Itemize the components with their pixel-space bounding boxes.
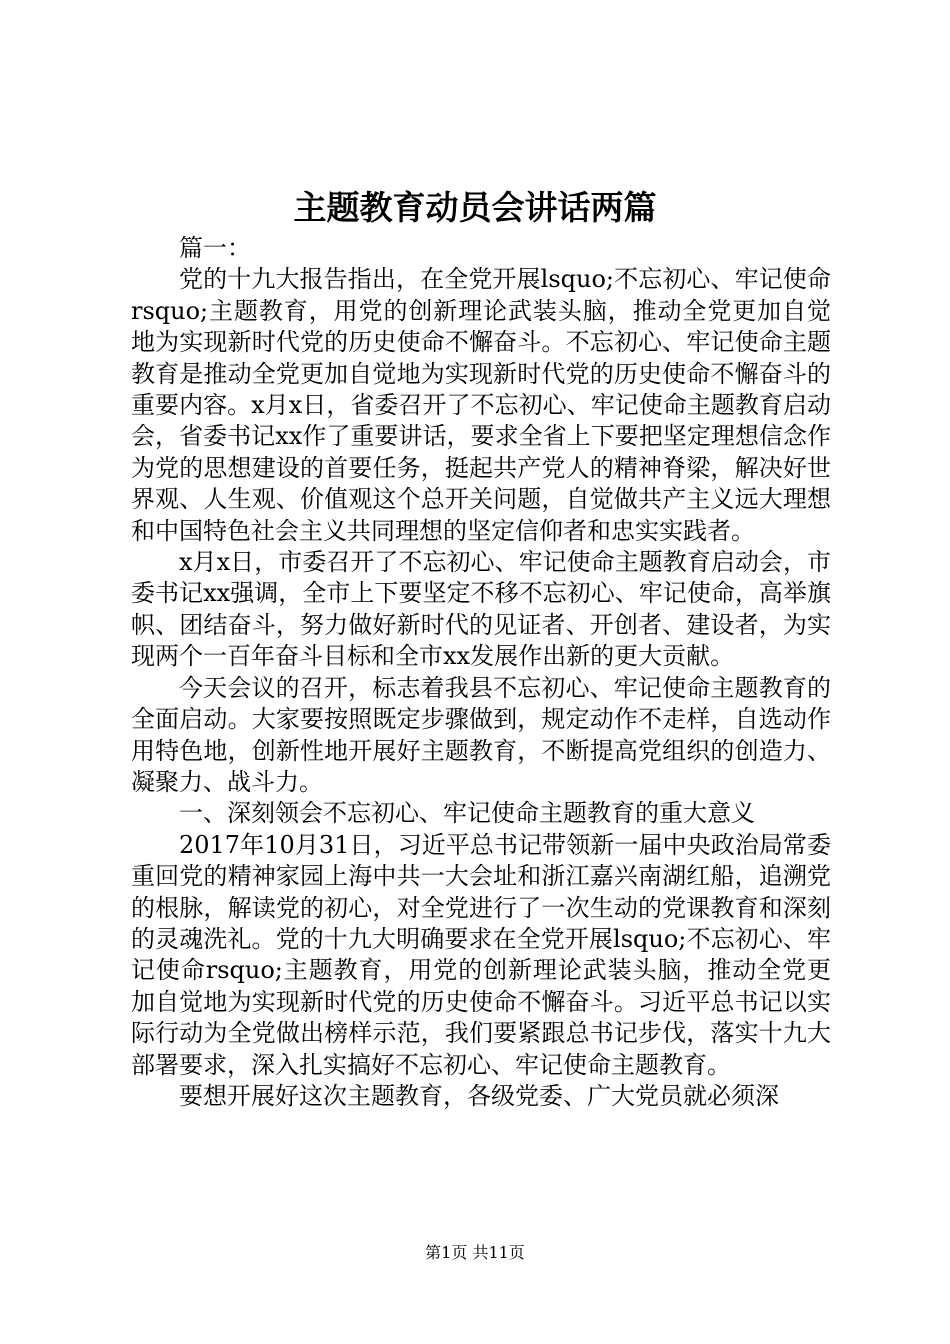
body-paragraph: x月x日，市委召开了不忘初心、牢记使命主题教育启动会，市委书记xx强调，全市上下要坚定不移不忘初心、牢记使命，高举旗帜、团结奋斗，努力做好新时代的见证者、开创者、建设者，为实现两个一百年奋斗目标和全市xx发展作出新的更大贡献。 <box>131 548 831 671</box>
body-paragraph: 党的十九大报告指出，在全党开展lsquo;不忘初心、牢记使命rsquo;主题教育，用党的创新理论武装头脑，推动全党更加自觉地为实现新时代党的历史使命不懈奋斗。不忘初心、牢记使命主题教育是推动全党更加自觉地为实现新时代党的历史使命不懈奋斗的重要内容。x月x日，省委召开了不忘初心、牢记使命主题教育启动会，省委书记xx作了重要讲话，要求全省上下要把坚定理想信念作为党的思想建设的首要任务，挺起共产党人的精神脊梁，解决好世界观、人生观、价值观这个总开关问题，自觉做共产主义远大理想和中国特色社会主义共同理想的坚定信仰者和忠实实践者。 <box>131 265 831 545</box>
section-heading: 一、深刻领会不忘初心、牢记使命主题教育的重大意义 <box>179 799 755 828</box>
body-paragraph: 今天会议的召开，标志着我县不忘初心、牢记使命主题教育的全面启动。大家要按照既定步骤做到，规定动作不走样，自选动作用特色地，创新性地开展好主题教育，不断提高党组织的创造力、凝聚力、战斗力。 <box>131 673 831 796</box>
document-title: 主题教育动员会讲话两篇 <box>293 188 657 227</box>
document-body <box>131 233 831 1112</box>
body-paragraph: 要想开展好这次主题教育，各级党委、广大党员就必须深 <box>179 1081 779 1110</box>
body-paragraph: 2017年10月31日，习近平总书记带领新一届中央政治局常委重回党的精神家园上海中共一大会址和浙江嘉兴南湖红船，追溯党的根脉，解读党的初心，对全党进行了一次生动的党课教育和深刻的灵魂洗礼。党的十九大明确要求在全党开展lsquo;不忘初心、牢记使命rsquo;主题教育，用党的创新理论武装头脑，推动全党更加自觉地为实现新时代党的历史使命不懈奋斗。习近平总书记以实际行动为全党做出榜样示范，我们要紧跟总书记步伐，落实十九大部署要求，深入扎实搞好不忘初心、牢记使命主题教育。 <box>131 830 831 1079</box>
page-number: 第1页 共11页 <box>425 1243 525 1262</box>
section-heading: 篇一： <box>179 234 251 262</box>
